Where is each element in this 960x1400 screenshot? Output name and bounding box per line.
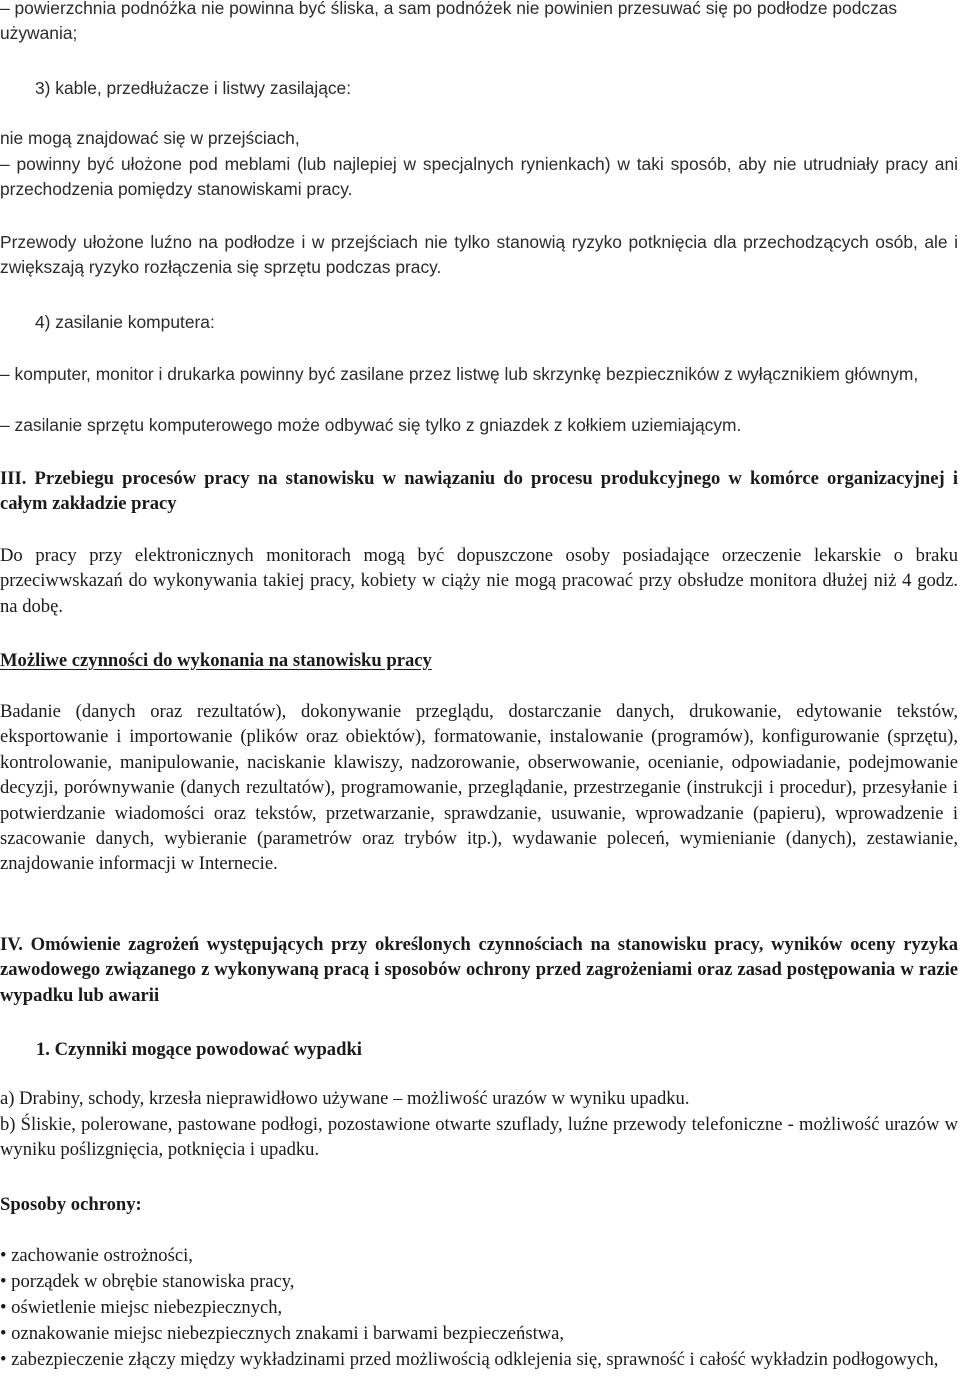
activities-heading: Możliwe czynności do wykonania na stanowisku pracy: [0, 650, 432, 671]
factor-a: a) Drabiny, schody, krzesła nieprawidłowo używane – możliwość urazów w wyniku upadku.: [0, 1088, 690, 1109]
protection-item: • oznakowanie miejsc niebezpiecznych znakami i barwami bezpieczeństwa,: [0, 1323, 565, 1344]
protection-item: • zabezpieczenie złączy między wykładzinami przed możliwością odklejenia się, sprawność i całość wykładzin podłogowych,: [0, 1349, 939, 1370]
footrest-line: – powierzchnia podnóżka nie powinna być śliska, a sam podnóżek nie powinien przesuwać się po podłodze podczas używania;: [0, 0, 898, 44]
protection-item: • zachowanie ostrożności,: [0, 1245, 193, 1266]
protection-item: • oświetlenie miejsc niebezpiecznych,: [0, 1297, 283, 1318]
accident-factors-heading: 1. Czynniki mogące powodować wypadki: [36, 1039, 362, 1060]
item3-heading: 3) kable, przedłużacze i listwy zasilające:: [35, 78, 352, 98]
factor-b: b) Śliskie, polerowane, pastowane podłogi, pozostawione otwarte szuflady, luźne przewody telefoniczne - możliwość urazów w wyniku poślizgnięcia, potknięcia i upadku.: [0, 1114, 958, 1161]
wires-paragraph: Przewody ułożone luźno na podłodze i w przejściach nie tylko stanowią ryzyko potknięcia dla przechodzących osób, ale i zwiększają ryzyko rozłączenia się sprzętu podczas pracy.: [0, 232, 958, 278]
section-iii-paragraph: Do pracy przy elektronicznych monitorach mogą być dopuszczone osoby posiadające orzeczenie lekarskie o braku przeciwwskazań do wykonywania takiej pracy, kobiety w ciąży nie mogą pracować przy obsłudze monitora dłużej niż 4 godz. na dobę.: [0, 545, 958, 617]
item3-line1: nie mogą znajdować się w przejściach,: [0, 128, 300, 148]
item4-heading: 4) zasilanie komputera:: [35, 312, 215, 332]
section-iii-heading: III. Przebiegu procesów pracy na stanowisku w nawiązaniu do procesu produkcyjnego w komórce organizacyjnej i całym zakładzie pracy: [0, 468, 958, 515]
item4-line2: – zasilanie sprzętu komputerowego może odbywać się tylko z gniazdek z kołkiem uziemiającym.: [0, 415, 742, 435]
protection-heading: Sposoby ochrony:: [0, 1194, 142, 1215]
protection-item: • porządek w obrębie stanowiska pracy,: [0, 1271, 295, 1292]
item4-line1: – komputer, monitor i drukarka powinny być zasilane przez listwę lub skrzynkę bezpieczników z wyłącznikiem głównym,: [0, 364, 919, 384]
item3-line2: – powinny być ułożone pod meblami (lub najlepiej w specjalnych rynienkach) w taki sposób, aby nie utrudniały pracy ani przechodzenia pomiędzy stanowiskami pracy.: [0, 154, 958, 200]
section-iv-heading: IV. Omówienie zagrożeń występujących przy określonych czynnościach na stanowisku pracy, wyników oceny ryzyka zawodowego związanego z wykonywaną pracą i sposobów ochrony przed zagrożeniami oraz zasad postępowania w razie wypadku lub awarii: [0, 934, 958, 1006]
activities-paragraph: Badanie (danych oraz rezultatów), dokonywanie przeglądu, dostarczanie danych, drukowanie, edytowanie tekstów, eksportowanie i importowanie (plików oraz obiektów), formatowanie, instalowanie (programów), konfigurowanie (sprzętu), kontrolowanie, manipulowanie, naciskanie klawiszy, nadzorowanie, obserwowanie, ocenianie, odpowiadanie, podejmowanie decyzji, porównywanie (danych rezultatów), programowanie, przeglądanie, przestrzeganie (instrukcji i procedur), przesyłanie i potwierdzanie wiadomości oraz tekstów, przetwarzanie, sprawdzanie, usuwanie, wprowadzanie (papieru), wprowadzenie i szacowanie danych, wybieranie (parametrów oraz trybów itp.), wydawanie poleceń, wymienianie (danych), zestawianie, znajdowanie informacji w Internecie.: [0, 701, 958, 875]
